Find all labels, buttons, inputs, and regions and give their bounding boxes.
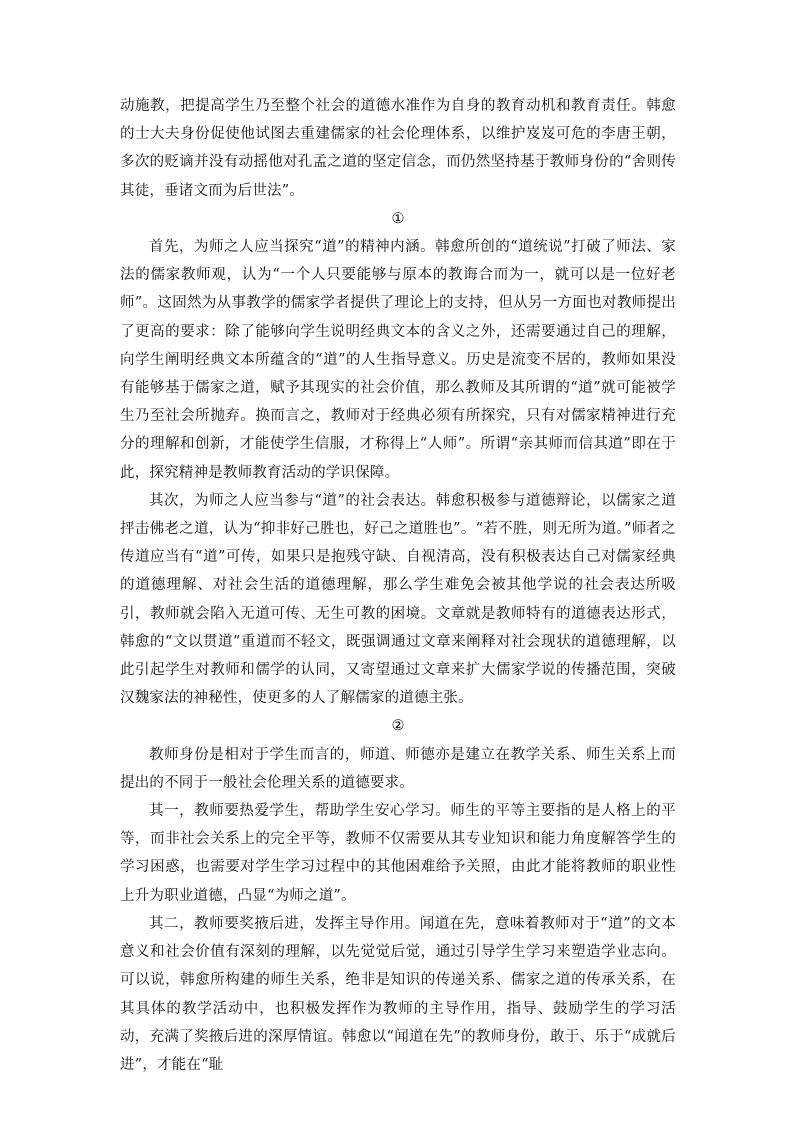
paragraph-teacher-identity: 教师身份是相对于学生而言的，师道、师德亦是建立在教学关系、师生关系上而提出的不同于一般社会伦理关系的道德要求。 (120, 746, 676, 791)
paragraph-intro: 动施教，把提高学生乃至整个社会的道德水准作为自身的教育动机和教育责任。韩愈的士大夫身份促使他试图去重建儒家的社会伦理体系，以维护岌岌可危的李唐王朝，多次的贬谪并没有动摇他对孔孟之道的坚定信念，而仍然坚持基于教师身份的“舍则传其徒，垂诸文而为后世法”。 (120, 98, 676, 199)
section-marker-2: ② (391, 718, 405, 735)
document-page (120, 92, 676, 1079)
paragraph-express-dao: 其次，为师之人应当参与“道”的社会表达。韩愈积极参与道德辩论，以儒家之道抨击佛老之道，认为“抑非好己胜也，好己之道胜也”。“若不胜，则无所为道。”师者之传道应当有“道”可传，如果只是抱残守缺、自视清高，没有积极表达自己对儒家经典的道德理解、对社会生活的道德理解，那么学生难免会被其他学说的社会表达所吸引，教师就会陷入无道可传、无生可教的困境。文章就是教师特有的道德表达形式，韩愈的“文以贯道”重道而不轻文，既强调通过文章来阐释对社会现状的道德理解，以此引起学生对教师和儒学的认同，又寄望通过文章来扩大儒家学说的传播范围，突破汉魏家法的神秘性，使更多的人了解儒家的道德主张。 (120, 492, 676, 707)
paragraph-explore-dao: 首先，为师之人应当探究“道”的精神内涵。韩愈所创的“道统说”打破了师法、家法的儒家教师观，认为“一个人只要能够与原本的教诲合而为一，就可以是一位好老师”。这固然为从事教学的儒家学者提供了理论上的支持，但从另一方面也对教师提出了更高的要求：除了能够向学生说明经典文本的含义之外，还需要通过自己的理解，向学生阐明经典文本所蕴含的“道”的人生指导意义。历史是流变不居的，教师如果没有能够基于儒家之道，赋予其现实的社会价值，那么教师及其所谓的“道”就可能被学生乃至社会所抛弃。换而言之，教师对于经典必须有所探究，只有对儒家精神进行充分的理解和创新，才能使学生信服，才称得上“人师”。所谓“亲其师而信其道”即在于此，探究精神是教师教育活动的学识保障。 (120, 239, 676, 481)
paragraph-love-students: 其一，教师要热爱学生，帮助学生安心学习。师生的平等主要指的是人格上的平等，而非社会关系上的完全平等，教师不仅需要从其专业知识和能力角度解答学生的学习困惑，也需要对学生学习过程中的其他困难给予关照，由此才能将教师的职业性上升为职业道德，凸显“为师之道”。 (120, 803, 676, 904)
section-marker-1: ① (391, 210, 405, 227)
paragraph-encourage-juniors: 其二，教师要奖掖后进，发挥主导作用。闻道在先，意味着教师对于“道”的文本意义和社会价值有深刻的理解，以先觉觉后觉，通过引导学生学习来塑造学业志向。可以说，韩愈所构建的师生关系，绝非是知识的传递关系、儒家之道的传承关系，在其具体的教学活动中，也积极发挥作为教师的主导作用，指导、鼓励学生的学习活动，充满了奖掖后进的深厚情谊。韩愈以“闻道在先”的教师身份，敢于、乐于“成就后进”，才能在“耻 (120, 915, 676, 1073)
